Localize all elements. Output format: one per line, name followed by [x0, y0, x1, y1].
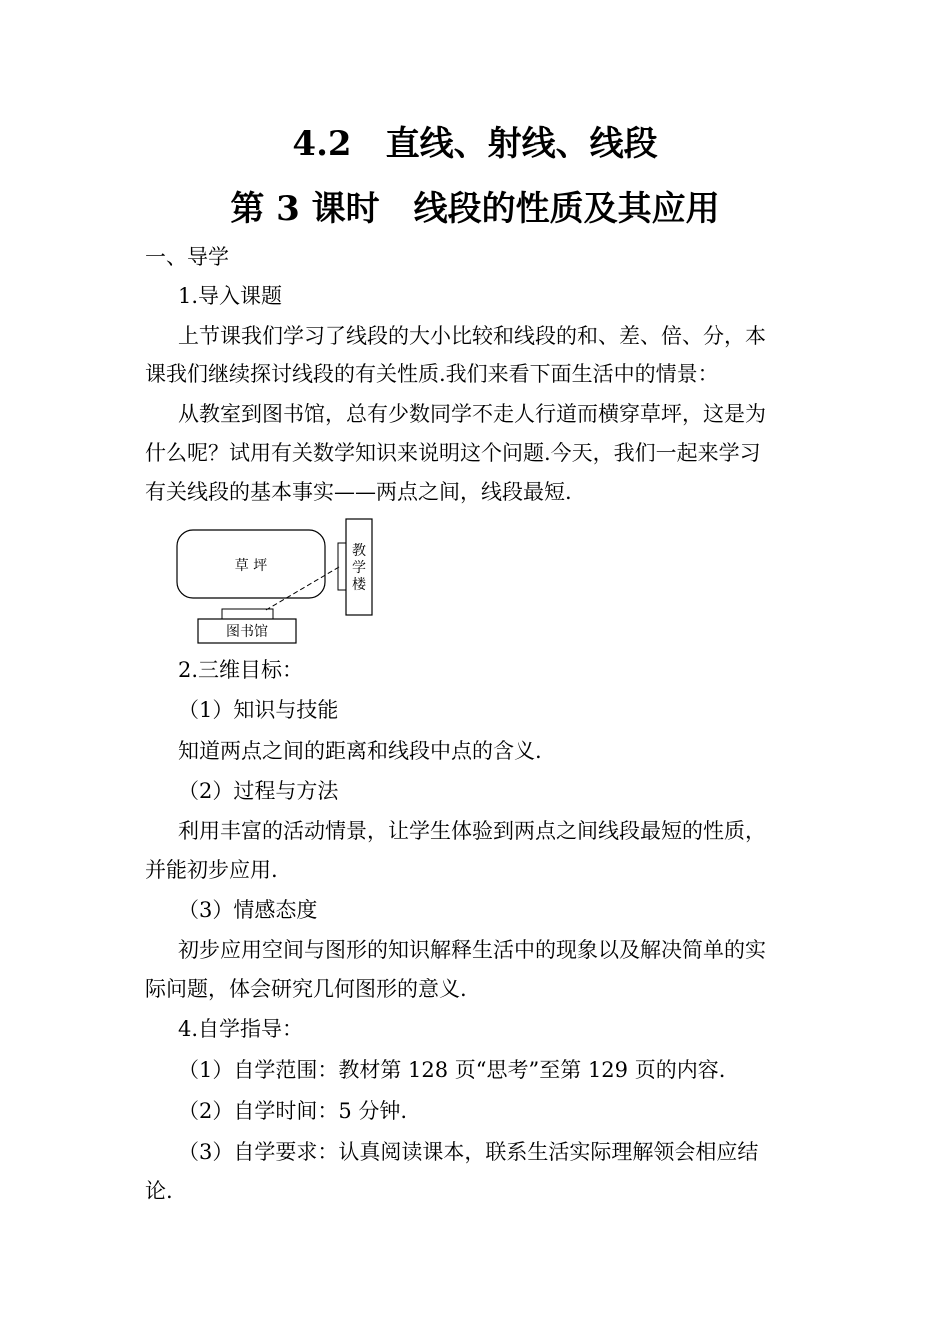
goal-process-text-line-2: 并能初步应用. — [145, 858, 278, 882]
goal-knowledge-text: 知道两点之间的距离和线段中点的含义. — [178, 739, 542, 763]
building-label-2: 学 — [352, 560, 366, 576]
library-label: 图书馆 — [226, 624, 268, 640]
building-label-3: 楼 — [352, 577, 366, 593]
goal-emotion-heading: （3）情感态度 — [178, 898, 318, 922]
goal-emotion-text-line-2: 际问题，体会研究几何图形的意义. — [145, 977, 467, 1001]
guide-heading: 4.自学指导： — [178, 1017, 304, 1041]
lawn-label: 草 坪 — [234, 558, 268, 574]
goal-process-heading: （2）过程与方法 — [178, 779, 339, 803]
section-heading-daoxue: 一、导学 — [145, 245, 229, 269]
intro-heading: 1.导入课题 — [178, 284, 283, 308]
guide-item-requirement-line-1: （3）自学要求：认真阅读课本，联系生活实际理解领会相应结 — [178, 1140, 759, 1164]
goal-process-text-line-1: 利用丰富的活动情景，让学生体验到两点之间线段最短的性质， — [178, 819, 766, 843]
guide-item-time: （2）自学时间：5 分钟. — [178, 1099, 408, 1123]
goal-knowledge-heading: （1）知识与技能 — [178, 698, 339, 722]
guide-item-scope: （1）自学范围：教材第 128 页“思考”至第 129 页的内容. — [178, 1058, 726, 1082]
teaching-building-door — [338, 543, 346, 590]
library-entrance — [222, 609, 273, 619]
goal-emotion-text-line-1: 初步应用空间与图形的知识解释生活中的现象以及解决简单的实 — [178, 938, 766, 962]
intro-paragraph-2-line-3: 有关线段的基本事实——两点之间，线段最短. — [145, 480, 572, 504]
intro-paragraph-1-line-2: 课我们继续探讨线段的有关性质.我们来看下面生活中的情景： — [145, 362, 719, 386]
title-main: 4.2 直线、射线、线段 — [292, 124, 658, 164]
intro-paragraph-2-line-2: 什么呢？试用有关数学知识来说明这个问题.今天，我们一起来学习 — [145, 441, 761, 465]
title-sub: 第 3 课时 线段的性质及其应用 — [230, 189, 720, 229]
campus-diagram — [170, 512, 380, 652]
guide-item-requirement-line-2: 论. — [145, 1179, 173, 1203]
goals-heading: 2.三维目标： — [178, 658, 304, 682]
building-label-1: 教 — [352, 543, 366, 559]
intro-paragraph-1-line-1: 上节课我们学习了线段的大小比较和线段的和、差、倍、分，本 — [178, 324, 766, 348]
intro-paragraph-2-line-1: 从教室到图书馆，总有少数同学不走人行道而横穿草坪，这是为 — [178, 402, 766, 426]
shortcut-path-line — [266, 567, 339, 610]
